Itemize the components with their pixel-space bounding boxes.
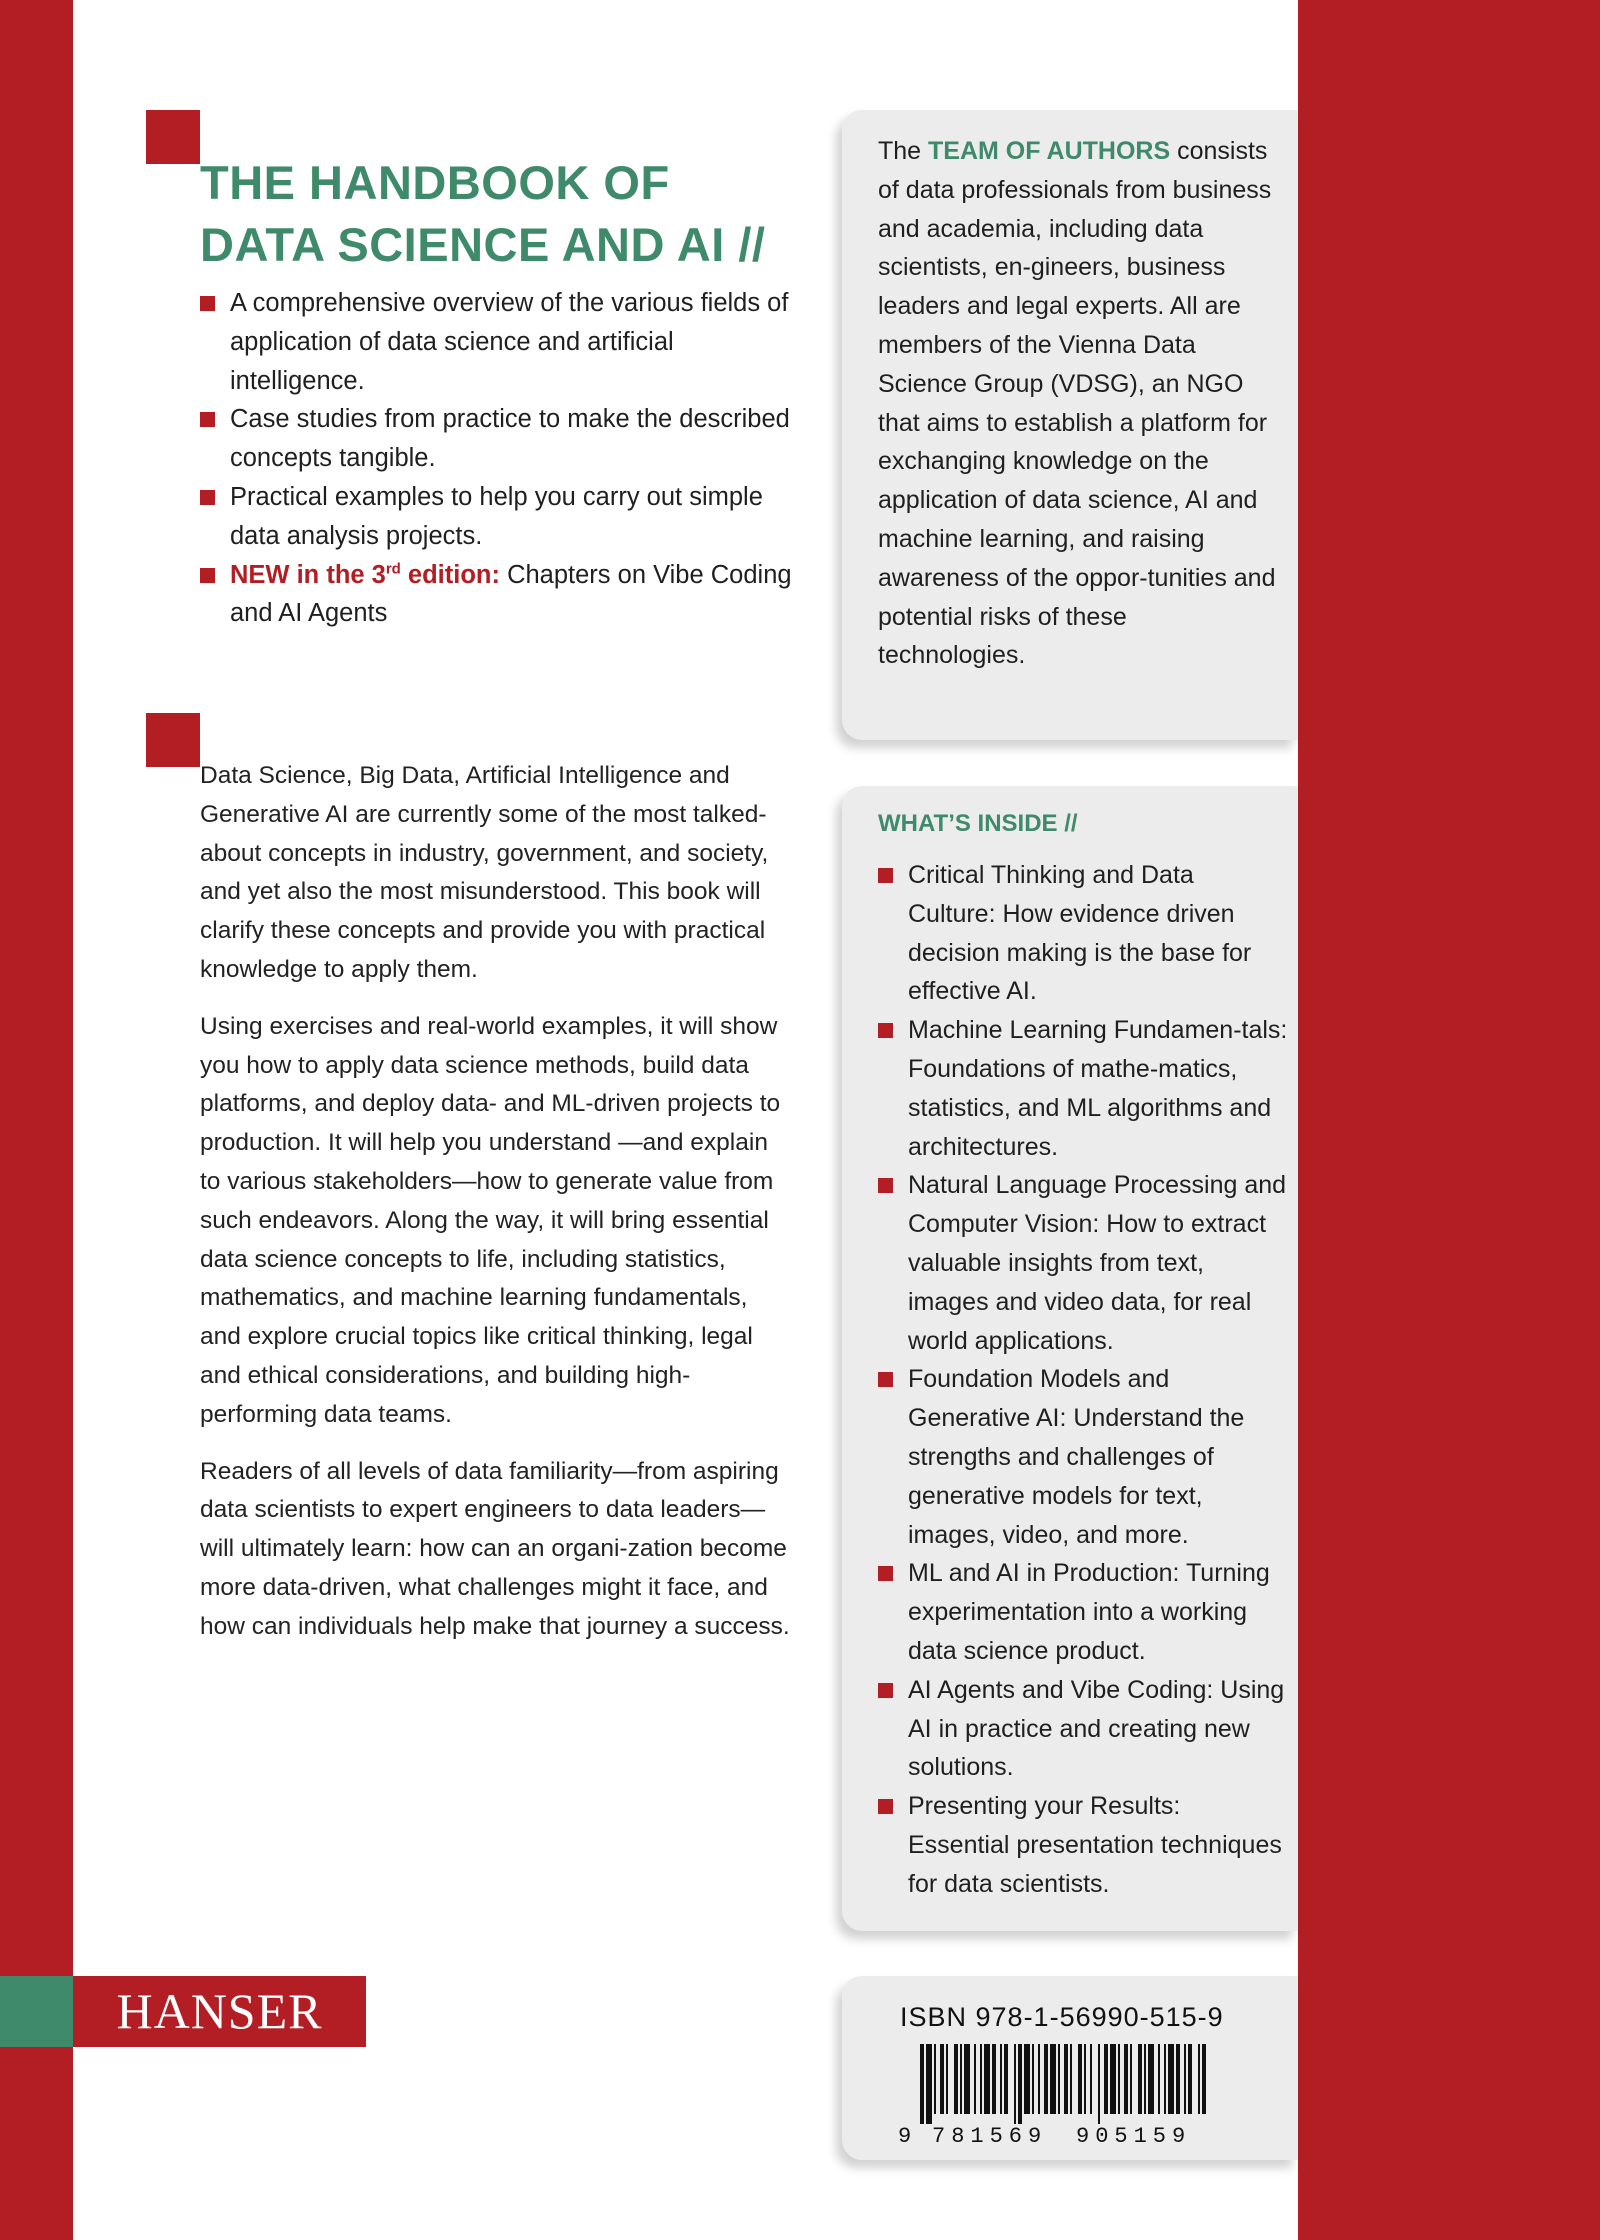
barcode-bar: [1058, 2044, 1060, 2114]
new-edition-text: Chapters on Vibe Coding and AI Agents: [230, 560, 792, 628]
barcode-bar: [1064, 2044, 1068, 2114]
barcode-bar: [1078, 2044, 1082, 2114]
barcode-bar: [1184, 2044, 1186, 2114]
title-line-2: DATA SCIENCE AND AI //: [200, 218, 766, 271]
barcode-bar: [1176, 2044, 1180, 2114]
barcode-bar: [1038, 2044, 1040, 2114]
barcode-bar: [1004, 2044, 1008, 2114]
team-highlight: TEAM OF AUTHORS: [928, 137, 1171, 165]
barcode-bar: [992, 2044, 996, 2114]
barcode-icon: [898, 2038, 1218, 2148]
barcode-bar: [1032, 2044, 1034, 2114]
barcode-bar: [1130, 2044, 1132, 2114]
barcode-bar: [1164, 2044, 1166, 2114]
inside-item-text: AI Agents and Vibe Coding: Using AI in practice and creating new solutions.: [908, 1675, 1285, 1782]
book-description: [200, 757, 790, 1665]
title-square-marker: [146, 110, 200, 164]
green-accent-block: [0, 1976, 73, 2047]
inside-item: [878, 1166, 1288, 1360]
barcode-bar: [1198, 2044, 1200, 2114]
whats-inside-box: [842, 786, 1298, 1931]
left-red-stripe: [0, 0, 73, 2240]
square-bullet-icon: [200, 412, 215, 427]
barcode-bar: [1104, 2044, 1108, 2114]
barcode-bar: [934, 2044, 936, 2114]
new-edition-label-prefix: NEW in the 3: [230, 560, 386, 589]
barcode-bar: [1044, 2044, 1048, 2114]
team-of-authors-text: [878, 132, 1278, 675]
inside-item-text: Foundation Models and Generative AI: Understand the strengths and challenges of generative models for text, images, video, and more.: [908, 1365, 1245, 1549]
barcode-bar: [1138, 2044, 1142, 2114]
barcode-bar: [1014, 2044, 1016, 2124]
square-bullet-icon: [878, 1566, 893, 1581]
inside-item: [878, 1360, 1288, 1554]
barcode-bar: [964, 2044, 970, 2114]
inside-item-text: ML and AI in Production: Turning experimentation into a working data science product.: [908, 1559, 1270, 1665]
feature-text: Practical examples to help you carry out simple data analysis projects.: [230, 482, 763, 550]
square-bullet-icon: [200, 490, 215, 505]
inside-item: [878, 856, 1288, 1011]
whats-inside-list: [878, 856, 1288, 1904]
team-of-authors-box: [842, 110, 1298, 740]
square-bullet-icon: [878, 868, 893, 883]
barcode-bar: [946, 2044, 948, 2114]
description-paragraph: Data Science, Big Data, Artificial Intelligence and Generative AI are currently some of the most talked-about concepts in industry, government, and society, and yet also the most misunderstood. This book will clarify these concepts and provide you with practical knowledge to apply them.: [200, 762, 769, 983]
square-bullet-icon: [878, 1683, 893, 1698]
barcode-bar: [1050, 2044, 1056, 2114]
barcode-bar: [954, 2044, 958, 2114]
barcode-bar: [1118, 2044, 1120, 2114]
barcode-bar: [1144, 2044, 1146, 2114]
publisher-logo: HANSER: [73, 1976, 366, 2047]
new-edition-ordinal: rd: [385, 560, 401, 578]
inside-item: [878, 1787, 1288, 1903]
team-body-text: consists of data professionals from business and academia, including data scientists, en-gineers, business leaders and legal experts. All are members of the Vienna Data Science Group (VDSG), an NGO that aims to establish a platform for exchanging knowledge on the application of data science, AI and machine learning, and raising awareness of the oppor-tunities and potential risks of these technologies.: [878, 137, 1276, 670]
barcode-bar: [1188, 2044, 1192, 2114]
whats-inside-heading: WHAT’S INSIDE //: [878, 810, 1078, 837]
feature-item: [200, 400, 800, 478]
square-bullet-icon: [878, 1178, 893, 1193]
barcode-bar: [960, 2044, 962, 2114]
title-line-1: THE HANDBOOK OF: [200, 156, 670, 209]
inside-item: [878, 1554, 1288, 1670]
barcode-bar: [974, 2044, 976, 2114]
right-red-stripe: [1298, 0, 1600, 2240]
barcode-bar: [1098, 2044, 1100, 2124]
barcode-bar: [1148, 2044, 1154, 2114]
book-title: [200, 152, 820, 276]
barcode-bar: [1202, 2044, 1206, 2114]
barcode-bar: [1124, 2044, 1128, 2114]
barcode-bar: [984, 2044, 990, 2114]
inside-item-text: Natural Language Processing and Computer Vision: How to extract valuable insights from text, images and video data, for real world applications.: [908, 1171, 1287, 1355]
square-bullet-icon: [200, 568, 215, 583]
feature-item-new-edition: [200, 556, 800, 634]
square-bullet-icon: [878, 1799, 893, 1814]
new-edition-label-suffix: edition:: [400, 560, 500, 589]
barcode-bar: [1168, 2044, 1174, 2114]
inside-item: [878, 1011, 1288, 1166]
barcode-bar: [980, 2044, 982, 2114]
barcode-digits-group-1: 781569: [932, 2124, 1048, 2148]
barcode-lead-digit: 9: [898, 2124, 912, 2148]
team-lead-text: The: [878, 137, 929, 165]
barcode-bar: [1090, 2044, 1092, 2114]
barcode-digits-group-2: 905159: [1076, 2124, 1192, 2148]
barcode-bar: [1084, 2044, 1086, 2114]
feature-list: [200, 284, 800, 633]
barcode-bar: [1158, 2044, 1160, 2114]
square-bullet-icon: [878, 1372, 893, 1387]
feature-item: [200, 478, 800, 556]
description-square-marker: [146, 713, 200, 767]
barcode-bar: [1070, 2044, 1072, 2114]
barcode-bar: [940, 2044, 944, 2114]
isbn-label: ISBN 978-1-56990-515-9: [900, 2002, 1224, 2032]
barcode-bar: [920, 2044, 924, 2124]
barcode-bar: [1000, 2044, 1002, 2114]
barcode-bar: [926, 2044, 932, 2124]
barcode-bar: [1018, 2044, 1022, 2124]
barcode-bar: [1110, 2044, 1116, 2114]
inside-item-text: Presenting your Results: Essential presentation techniques for data scientists.: [908, 1792, 1282, 1898]
inside-item-text: Critical Thinking and Data Culture: How evidence driven decision making is the base for effective AI.: [908, 861, 1252, 1006]
square-bullet-icon: [878, 1023, 893, 1038]
feature-text: Case studies from practice to make the described concepts tangible.: [230, 405, 790, 473]
feature-text: A comprehensive overview of the various fields of application of data science and artificial intelligence.: [230, 289, 789, 395]
inside-item: [878, 1671, 1288, 1787]
square-bullet-icon: [200, 296, 215, 311]
feature-item: [200, 284, 800, 400]
new-edition-label: [230, 561, 500, 589]
description-paragraph: Readers of all levels of data familiarity—from aspiring data scientists to expert engineers to data leaders—will ultimately learn: how can an organi-zation become more data-driven, what challenges might it face, and how can individuals help make that journey a success.: [200, 1457, 790, 1640]
inside-item-text: Machine Learning Fundamen-tals: Foundations of mathe-matics, statistics, and ML algorithms and architectures.: [908, 1016, 1288, 1161]
description-paragraph: Using exercises and real-world examples, it will show you how to apply data science methods, build data platforms, and deploy data- and ML-driven projects to production. It will help you understand —and explain to various stakeholders—how to generate value from such endeavors. Along the way, it will bring essential data science concepts to life, including statistics, mathematics, and machine learning fundamentals, and explore crucial topics like critical thinking, legal and ethical considerations, and building high-performing data teams.: [200, 1012, 781, 1428]
barcode-bar: [1024, 2044, 1030, 2114]
isbn-barcode-box: [842, 1976, 1298, 2160]
